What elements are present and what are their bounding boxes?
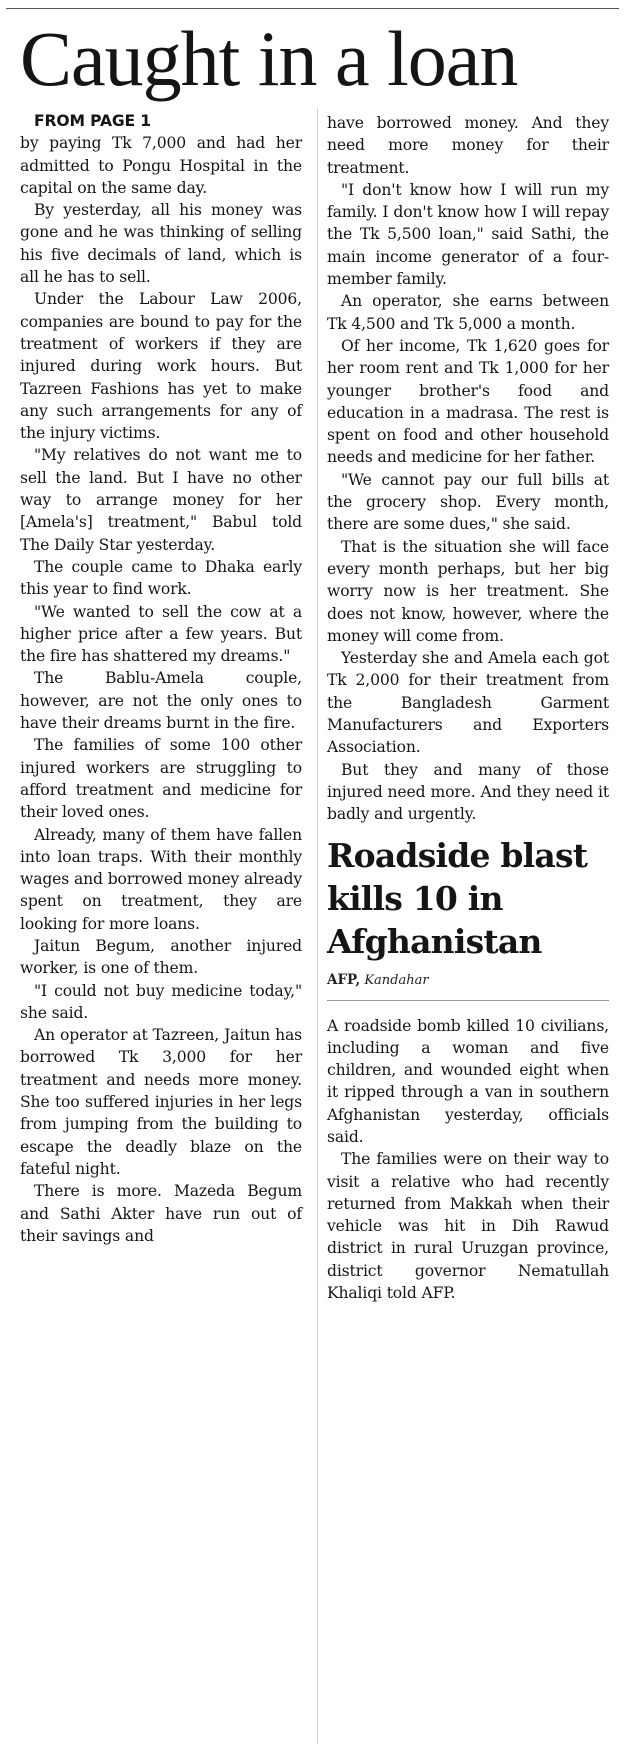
byline	[327, 971, 609, 990]
article-paragraph: By yesterday, all his money was gone and he was thinking of selling his five decimals of land, which is all he has to sell.	[20, 201, 302, 287]
column-divider	[317, 108, 318, 1744]
article-paragraph: Already, many of them have fallen into loan traps. With their monthly wages and borrowed money already spent on treatment, they are looking for more loans.	[20, 825, 302, 933]
left-column	[20, 110, 302, 1247]
article-paragraph: have borrowed money. And they need more money for their treatment.	[327, 114, 609, 177]
article-paragraph: A roadside bomb killed 10 civilians, including a woman and five children, and wounded eight when it ripped through a van in southern Afghanistan yesterday, officials said.	[327, 1016, 609, 1146]
article-paragraph: The families of some 100 other injured workers are struggling to afford treatment and medicine for their loved ones.	[20, 736, 302, 822]
article-paragraph: "We cannot pay our full bills at the grocery shop. Every month, there are some dues," she said.	[327, 470, 609, 534]
article-paragraph: "I don't know how I will run my family. I don't know how I will repay the Tk 5,500 loan," said Sathi, the main income generator of a four-member family.	[327, 180, 609, 289]
article-paragraph: But they and many of those injured need more. And they need it badly and urgently.	[327, 760, 609, 824]
article-paragraph: That is the situation she will face every month perhaps, but her big worry now is her treatment. She does not know, however, where the money will come from.	[327, 537, 609, 645]
article-paragraph: Of her income, Tk 1,620 goes for her room rent and Tk 1,000 for her younger brother's food and education in a madrasa. The rest is spent on food and other household needs and medicine for her father.	[327, 336, 609, 467]
article-headline: Caught in a loan	[20, 15, 518, 102]
article-paragraph: An operator, she earns between Tk 4,500 and Tk 5,000 a month.	[327, 292, 609, 333]
article-paragraph: Jaitun Begum, another injured worker, is one of them.	[20, 936, 302, 978]
article-paragraph: "My relatives do not want me to sell the land. But I have no other way to arrange money for her [Amela's] treatment," Babul told The Daily Star yesterday.	[20, 446, 302, 554]
article-paragraph: The families were on their way to visit a relative who had recently returned from Makkah when their vehicle was hit in Dih Rawud district in rural Uruzgan province, district governor Nematullah Khaliqi told AFP.	[327, 1150, 609, 1303]
byline-rule	[327, 1000, 609, 1001]
byline-place: Kandahar	[364, 972, 429, 988]
article-paragraph: There is more. Mazeda Begum and Sathi Akter have run out of their savings and	[20, 1182, 302, 1245]
article-paragraph: The Bablu-Amela couple, however, are not the only ones to have their dreams burnt in the fire.	[20, 669, 302, 733]
second-article-headline: Roadside blast kills 10 in Afghanistan	[327, 835, 588, 961]
article-paragraph: "I could not buy medicine today," she said.	[20, 981, 302, 1022]
from-page-label: FROM PAGE 1	[34, 112, 152, 130]
byline-agency: AFP,	[327, 971, 361, 988]
right-column	[327, 112, 609, 1304]
article-paragraph: by paying Tk 7,000 and had her admitted to Pongu Hospital in the capital on the same day.	[20, 134, 302, 197]
top-rule	[6, 8, 619, 9]
article-paragraph: The couple came to Dhaka early this year to find work.	[20, 557, 302, 599]
article-paragraph: Yesterday she and Amela each got Tk 2,000 for their treatment from the Bangladesh Garment Manufacturers and Exporters Association.	[327, 649, 609, 757]
article-paragraph: "We wanted to sell the cow at a higher price after a few years. But the fire has shattered my dreams."	[20, 602, 302, 666]
article-paragraph: An operator at Tazreen, Jaitun has borrowed Tk 3,000 for her treatment and needs more money. She too suffered injuries in her legs from jumping from the building to escape the deadly blaze on the fateful night.	[20, 1026, 302, 1178]
article-paragraph: Under the Labour Law 2006, companies are bound to pay for the treatment of workers if they are injured during work hours. But Tazreen Fashions has yet to make any such arrangements for any of the injury victims.	[20, 290, 302, 443]
